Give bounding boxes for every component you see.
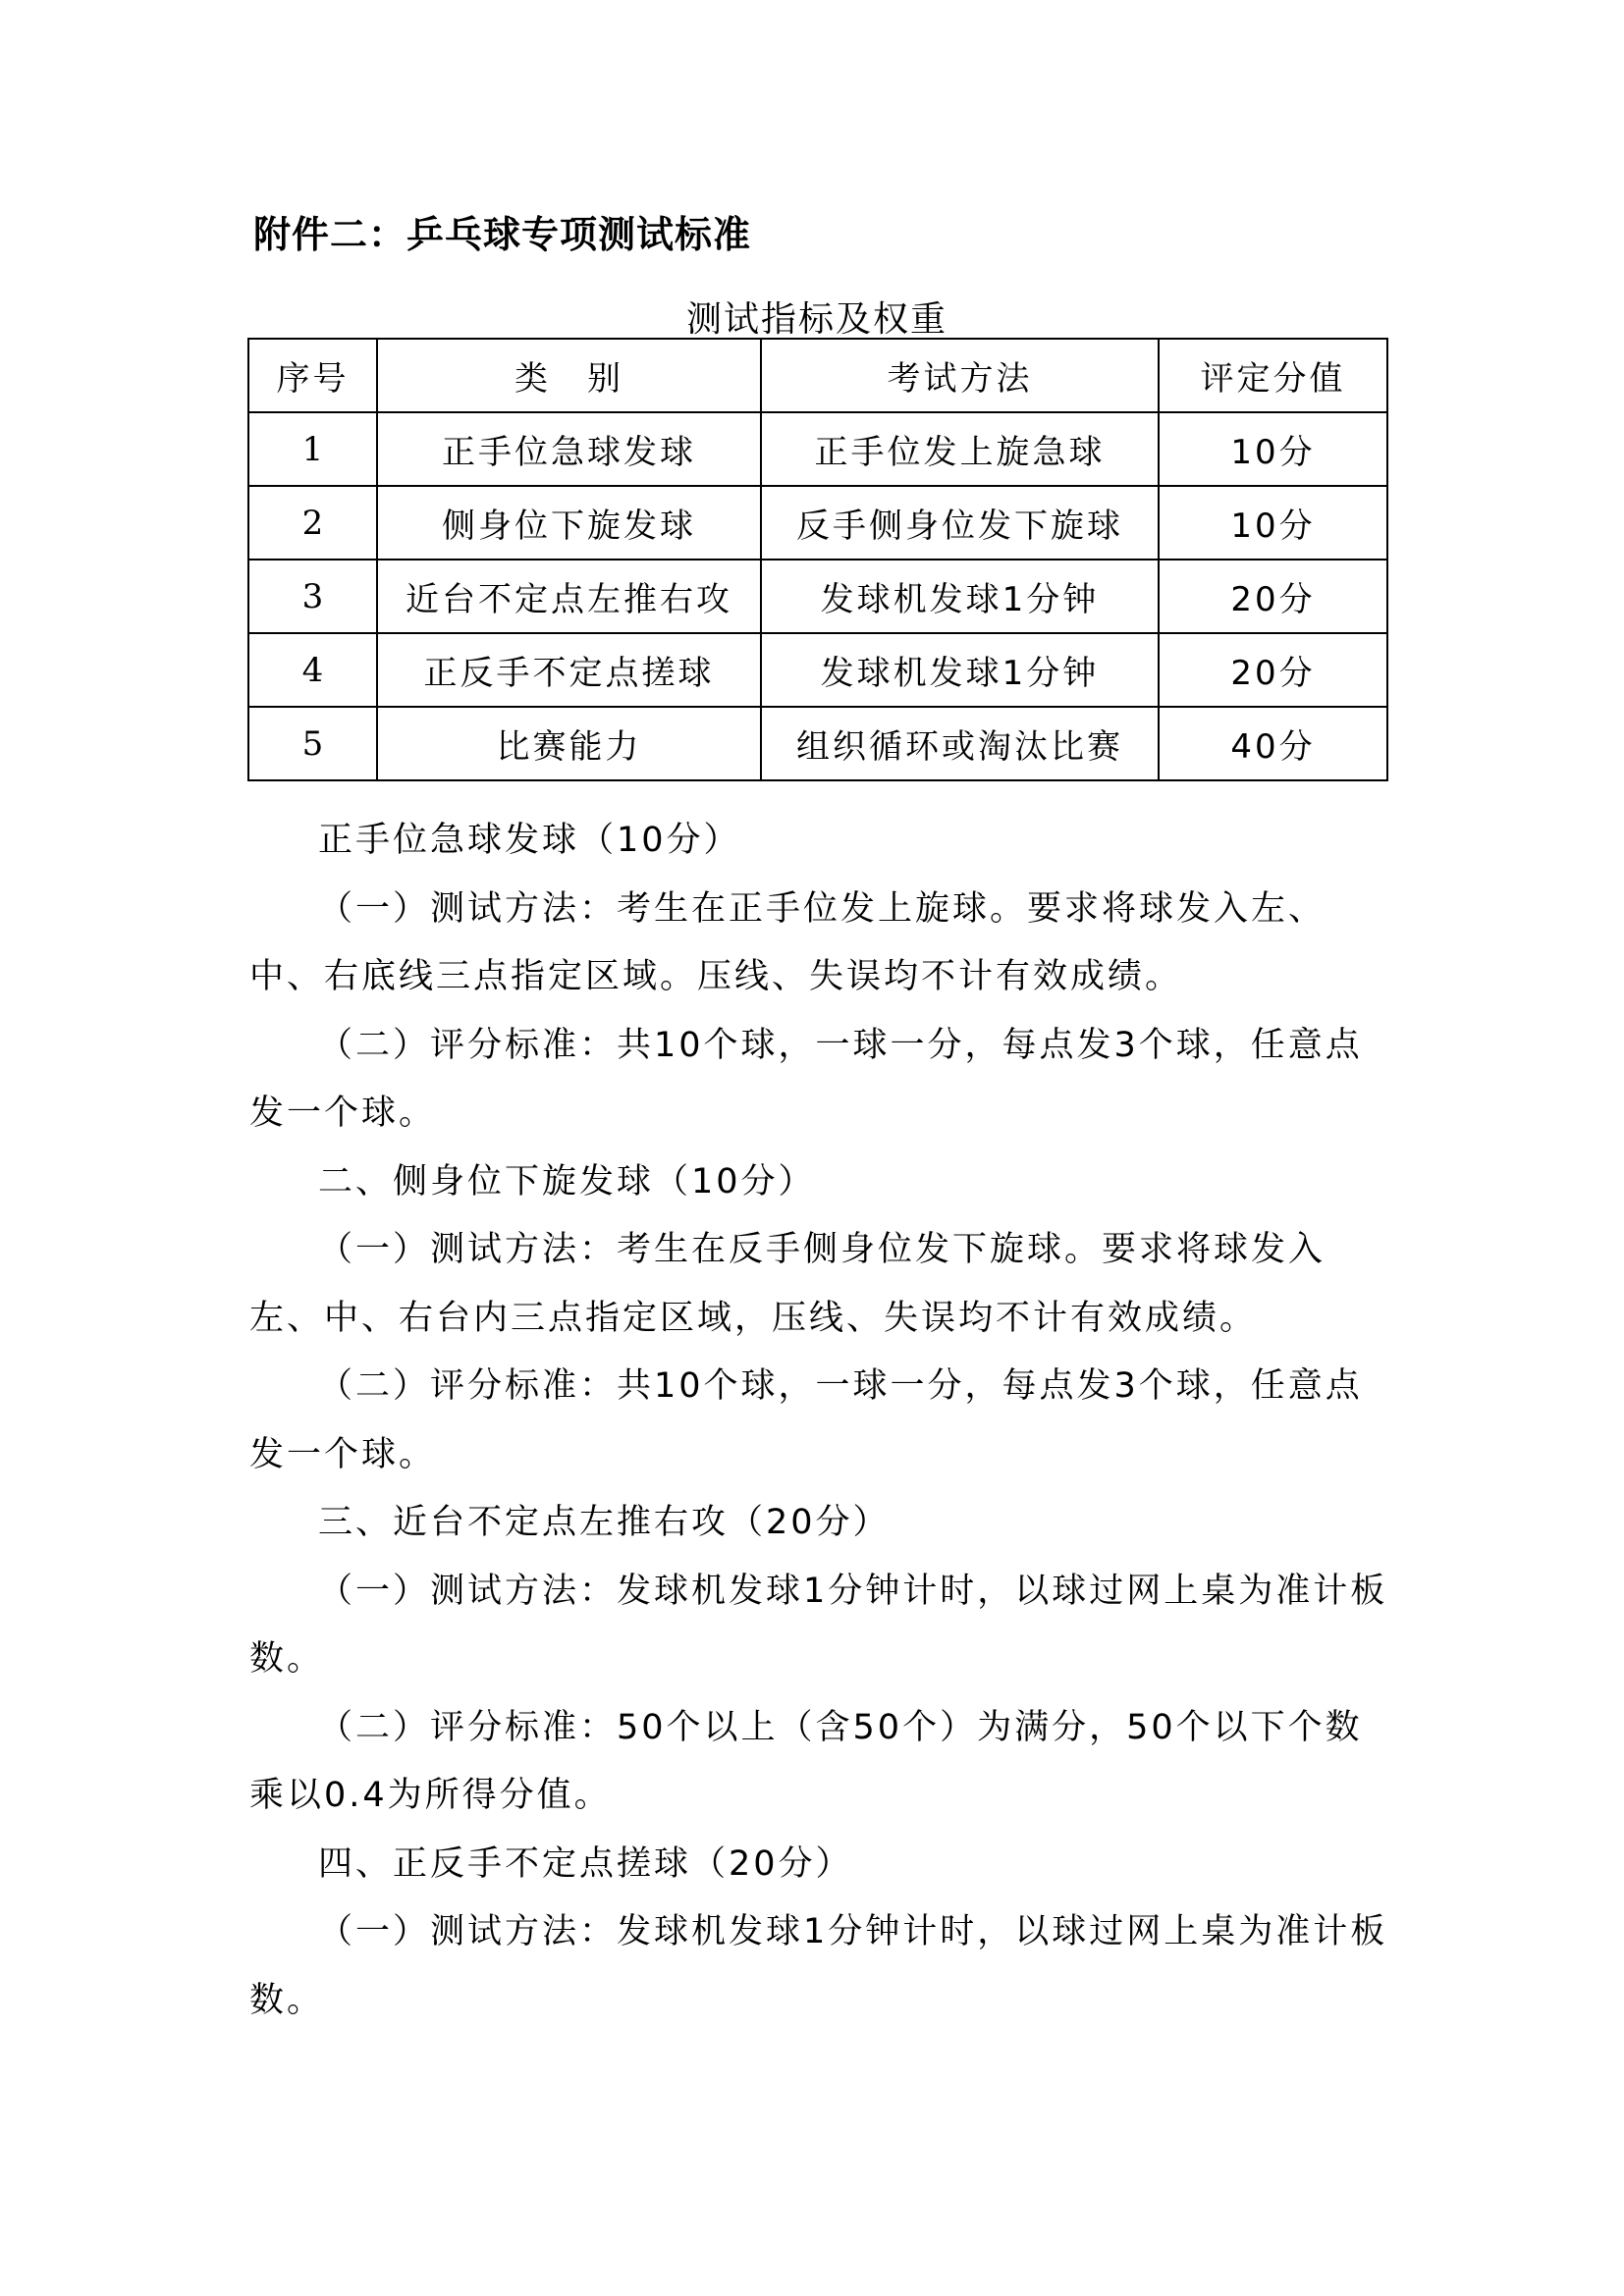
header-method: 考试方法 [761,339,1159,412]
cell-index: 3 [248,560,377,633]
cell-index: 4 [248,633,377,707]
header-index: 序号 [248,339,377,412]
table-row [248,560,1387,633]
cell-score: 20分 [1159,560,1387,633]
section-heading: 正手位急球发球（10分） [318,821,741,860]
header-category: 类 别 [377,339,761,412]
cell-method: 组织循环或淘汰比赛 [761,707,1159,780]
header-score: 评定分值 [1159,339,1387,412]
cell-method: 发球机发球1分钟 [761,560,1159,633]
table-row [248,486,1387,560]
cell-method: 发球机发球1分钟 [761,633,1159,707]
paragraph: （二）评分标准：共10个球，一球一分，每点发3个球，任意点发一个球。 [249,1025,1363,1133]
cell-method: 反手侧身位发下旋球 [761,486,1159,560]
section-heading: 三、近台不定点左推右攻（20分） [318,1503,891,1542]
cell-category: 近台不定点左推右攻 [377,560,761,633]
paragraph: （一）测试方法：考生在正手位发上旋球。要求将球发入左、中、右底线三点指定区域。压线、失误均不计有效成绩。 [249,888,1326,996]
cell-category: 比赛能力 [377,707,761,780]
cell-score: 10分 [1159,412,1387,486]
paragraph: （一）测试方法：发球机发球1分钟计时，以球过网上桌为准计板数。 [249,1912,1388,2020]
document-title: 附件二：乒乓球专项测试标准 [253,213,752,256]
cell-category: 正反手不定点搓球 [377,633,761,707]
cell-score: 40分 [1159,707,1387,780]
paragraph: （一）测试方法：考生在反手侧身位发下旋球。要求将球发入左、中、右台内三点指定区域，压线、失误均不计有效成绩。 [249,1230,1326,1338]
cell-method: 正手位发上旋急球 [761,412,1159,486]
table-caption: 测试指标及权重 [685,299,947,340]
table-row [248,412,1387,486]
cell-index: 2 [248,486,377,560]
score-table [247,338,1388,781]
cell-score: 10分 [1159,486,1387,560]
table-header-row [248,339,1387,412]
paragraph: （一）测试方法：发球机发球1分钟计时，以球过网上桌为准计板数。 [249,1571,1388,1679]
cell-category: 侧身位下旋发球 [377,486,761,560]
section-heading: 二、侧身位下旋发球（10分） [318,1161,816,1201]
cell-index: 1 [248,412,377,486]
cell-index: 5 [248,707,377,780]
table-row [248,633,1387,707]
table-row [248,707,1387,780]
section-heading: 四、正反手不定点搓球（20分） [318,1843,853,1884]
cell-score: 20分 [1159,633,1387,707]
body-text [249,807,1388,2035]
paragraph: （二）评分标准：共10个球，一球一分，每点发3个球，任意点发一个球。 [249,1366,1363,1474]
cell-category: 正手位急球发球 [377,412,761,486]
paragraph: （二）评分标准：50个以上（含50个）为满分，50个以下个数乘以0.4为所得分值。 [249,1707,1363,1815]
